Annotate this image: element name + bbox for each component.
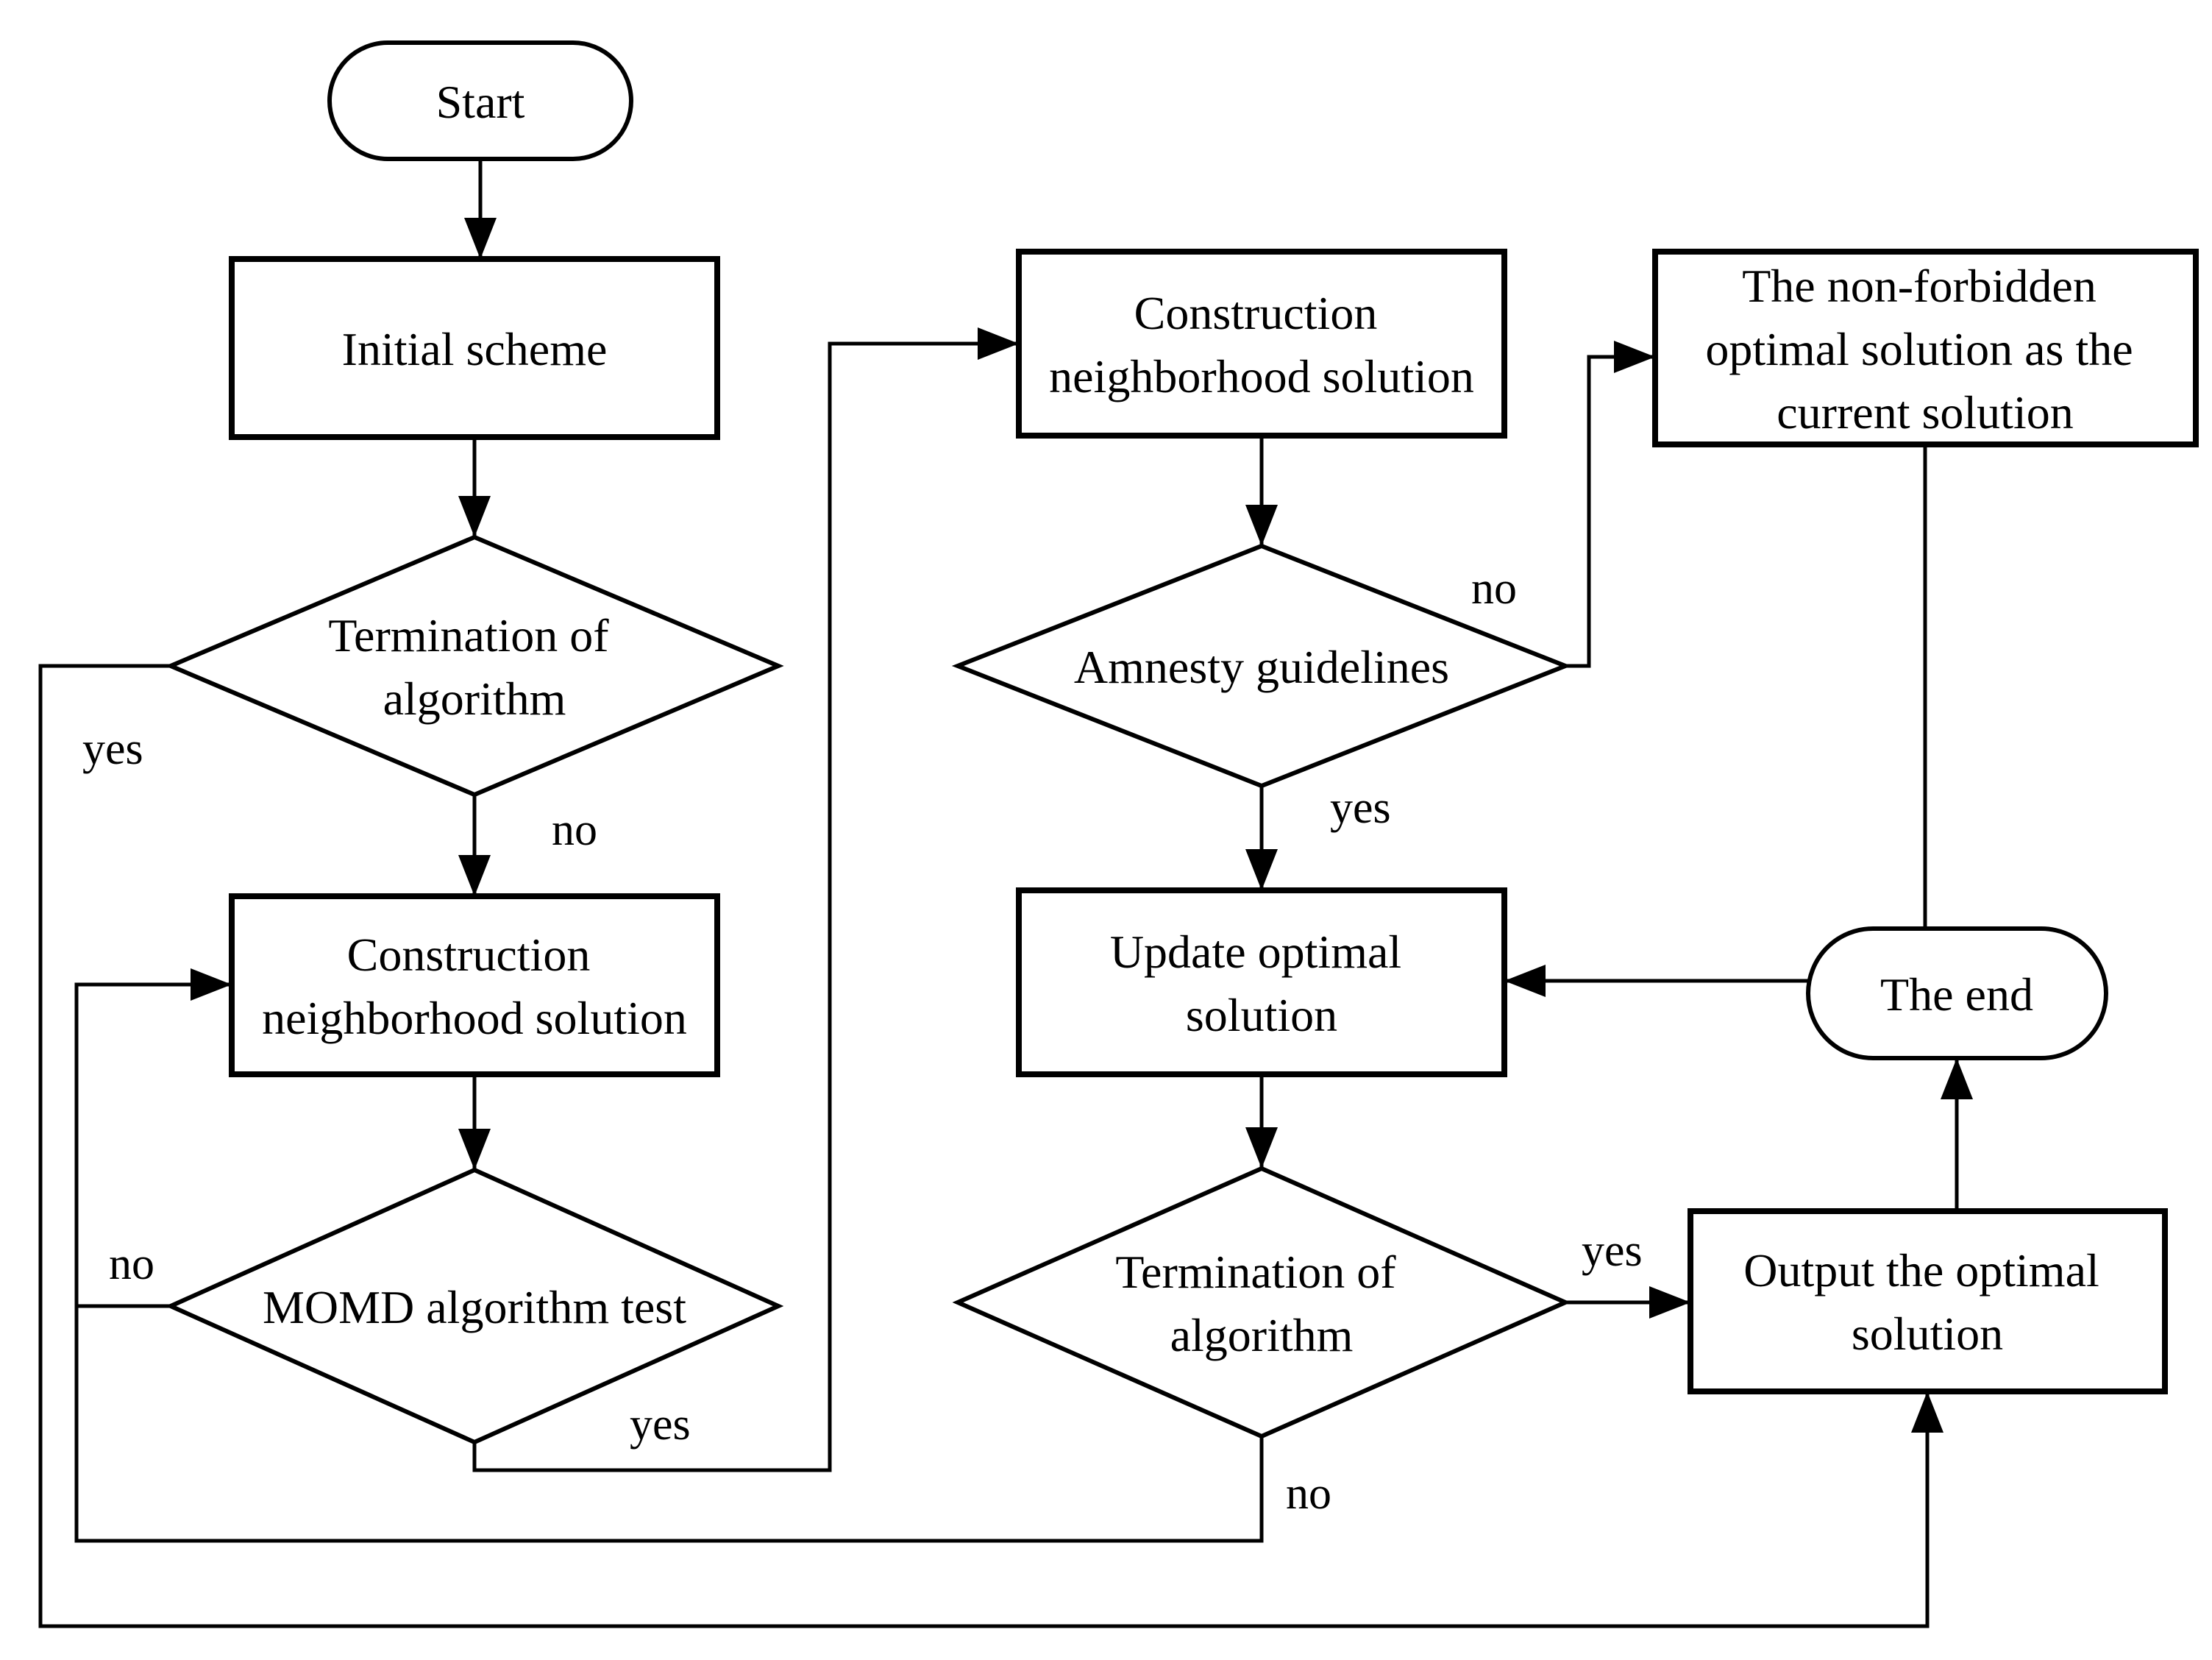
node-termination2-label-line: algorithm bbox=[1170, 1309, 1354, 1361]
edge-label-termination2-no: no bbox=[1286, 1469, 1331, 1519]
edge-termination1-yes-to-output bbox=[40, 666, 1927, 1626]
node-output-optimal-label-line: solution bbox=[1851, 1308, 2004, 1360]
node-construction-top-shape bbox=[1019, 252, 1504, 436]
edge-label-momd-no: no bbox=[109, 1239, 154, 1289]
node-nonforbidden-label-line: optimal solution as the bbox=[1705, 323, 2133, 375]
node-the-end-label bbox=[1880, 968, 2033, 1021]
edge-nonforbidden-to-update bbox=[1504, 444, 1925, 981]
node-the-end-label-line: The end bbox=[1880, 968, 2033, 1021]
node-termination1-label-line: algorithm bbox=[383, 673, 566, 725]
edge-amnesty-no-to-nonforbidden bbox=[1565, 357, 1655, 666]
node-construction-left-label-line: Construction bbox=[346, 929, 591, 981]
node-termination2-label-line: Termination of bbox=[1115, 1246, 1396, 1298]
node-output-optimal-label-line: Output the optimal bbox=[1743, 1244, 2099, 1297]
node-termination1-shape bbox=[171, 537, 778, 795]
edge-label-momd-yes: yes bbox=[630, 1400, 691, 1450]
node-nonforbidden-label-line: The non-forbidden bbox=[1742, 260, 2097, 312]
node-momd-test-label bbox=[263, 1281, 686, 1333]
node-construction-top-label-line: neighborhood solution bbox=[1049, 350, 1474, 402]
node-construction-left-label-line: neighborhood solution bbox=[262, 992, 687, 1044]
node-update-optimal-label-line: Update optimal bbox=[1109, 926, 1402, 978]
node-construction-top-label-line: Construction bbox=[1134, 287, 1378, 339]
node-initial-scheme-label-line: Initial scheme bbox=[341, 323, 608, 375]
node-initial-scheme-label bbox=[342, 323, 608, 375]
node-output-optimal-shape bbox=[1690, 1211, 2165, 1391]
node-momd-test-label-line: MOMD algorithm test bbox=[263, 1281, 686, 1333]
node-update-optimal-label-line: solution bbox=[1185, 989, 1338, 1041]
edge-label-amnesty-yes: yes bbox=[1330, 783, 1391, 833]
node-update-optimal-shape bbox=[1019, 890, 1504, 1074]
node-termination1-label-line: Termination of bbox=[328, 609, 609, 661]
node-nonforbidden-label-line: current solution bbox=[1777, 386, 2074, 439]
edge-label-termination1-no: no bbox=[552, 805, 597, 855]
node-start-label bbox=[436, 76, 525, 128]
edge-label-termination2-yes: yes bbox=[1582, 1226, 1643, 1276]
node-amnesty-label-line: Amnesty guidelines bbox=[1073, 641, 1450, 693]
node-construction-left-shape bbox=[232, 896, 717, 1074]
edge-label-amnesty-no: no bbox=[1471, 564, 1517, 614]
node-start-label-line: Start bbox=[435, 76, 525, 128]
node-amnesty-label bbox=[1074, 641, 1449, 693]
edge-label-termination1-yes: yes bbox=[82, 724, 143, 774]
node-termination2-shape bbox=[958, 1168, 1565, 1436]
